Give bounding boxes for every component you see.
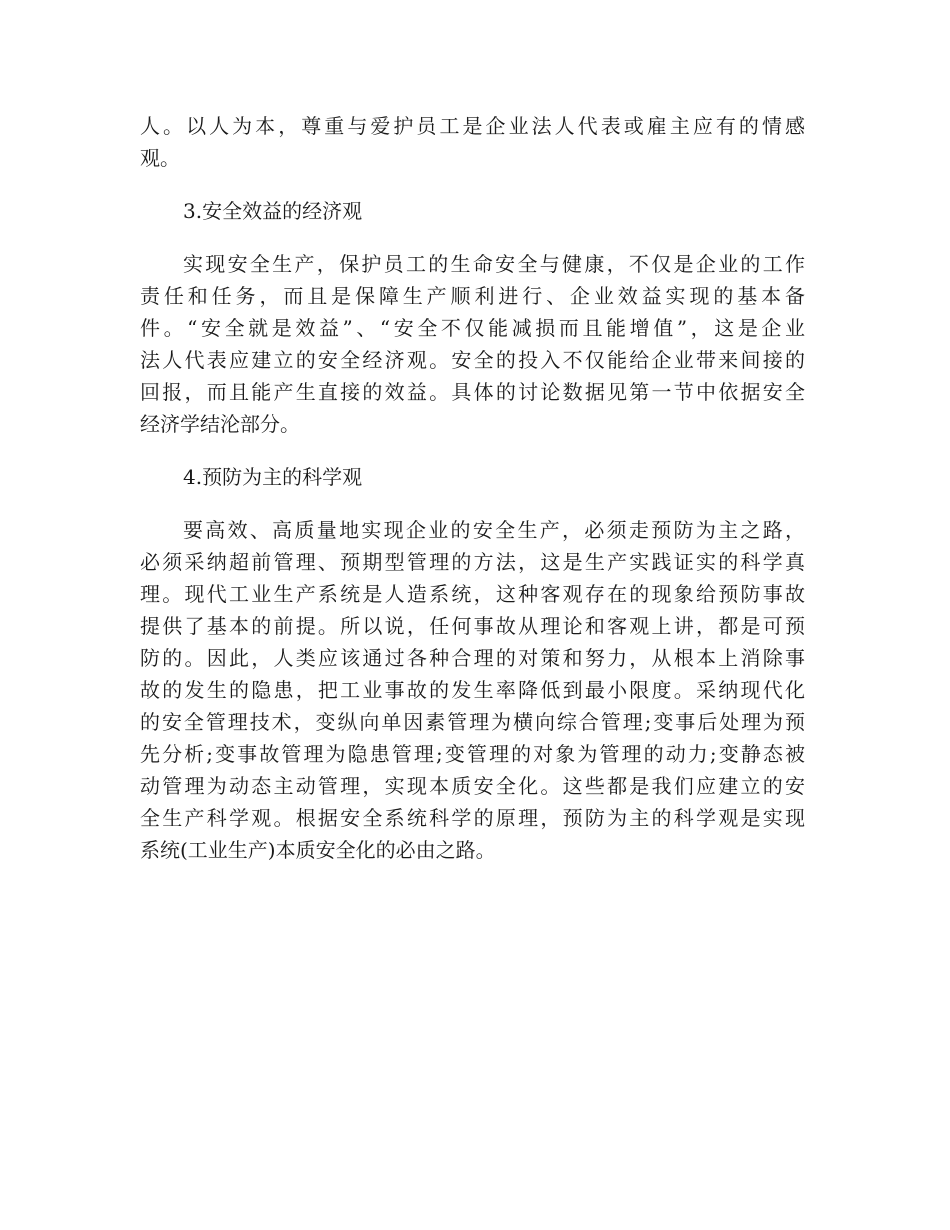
text-line: 必须采纳超前管理、预期型管理的方法，这是生产实践证实的科学真 — [140, 550, 805, 574]
document-body — [140, 110, 805, 866]
text-line: 提供了基本的前提。所以说，任何事故从理论和客观上讲，都是可预 — [140, 614, 805, 638]
text-line: 观。 — [140, 146, 180, 170]
text-line: 故的发生的隐患，把工业事故的发生率降低到最小限度。采纳现代化 — [140, 678, 805, 702]
text-line: 件。“安全就是效益”、“安全不仅能减损而且能增值”，这是企业 — [140, 316, 805, 340]
text-line: 实现安全生产，保护员工的生命安全与健康，不仅是企业的工作 — [183, 252, 805, 276]
text-line: 回报，而且能产生直接的效益。具体的讨论数据见第一节中依据安全 — [140, 380, 805, 404]
text-line: 全生产科学观。根据安全系统科学的原理，预防为主的科学观是实现 — [140, 806, 805, 830]
text-line: 防的。因此，人类应该通过各种合理的对策和努力，从根本上消除事 — [140, 646, 805, 670]
text-line: 先分析;变事故管理为隐患管理;变管理的对象为管理的动力;变静态被 — [140, 742, 805, 766]
paragraph-continuation — [140, 110, 805, 174]
text-line: 的安全管理技术，变纵向单因素管理为横向综合管理;变事后处理为预 — [140, 710, 805, 734]
section-heading-4 — [140, 461, 805, 493]
text-line: 责任和任务，而且是保障生产顺利进行、企业效益实现的基本备 — [140, 284, 805, 308]
paragraph-prevention — [140, 514, 805, 866]
text-line: 经济学结沦部分。 — [140, 412, 300, 436]
text-line: 动管理为动态主动管理，实现本质安全化。这些都是我们应建立的安 — [140, 774, 805, 798]
text-line: 系统(工业生产)本质安全化的必由之路。 — [140, 838, 496, 862]
paragraph-safety-benefit — [140, 248, 805, 440]
text-line: 人。以人为本，尊重与爱护员工是企业法人代表或雇主应有的情感 — [140, 114, 805, 138]
section-heading-text: 3.安全效益的经济观 — [183, 199, 363, 223]
text-line: 要高效、高质量地实现企业的安全生产，必须走预防为主之路， — [183, 518, 805, 542]
text-line: 法人代表应建立的安全经济观。安全的投入不仅能给企业带来间接的 — [140, 348, 805, 372]
text-line: 理。现代工业生产系统是人造系统，这种客观存在的现象给预防事故 — [140, 582, 805, 606]
section-heading-3 — [140, 195, 805, 227]
section-heading-text: 4.预防为主的科学观 — [183, 465, 363, 489]
